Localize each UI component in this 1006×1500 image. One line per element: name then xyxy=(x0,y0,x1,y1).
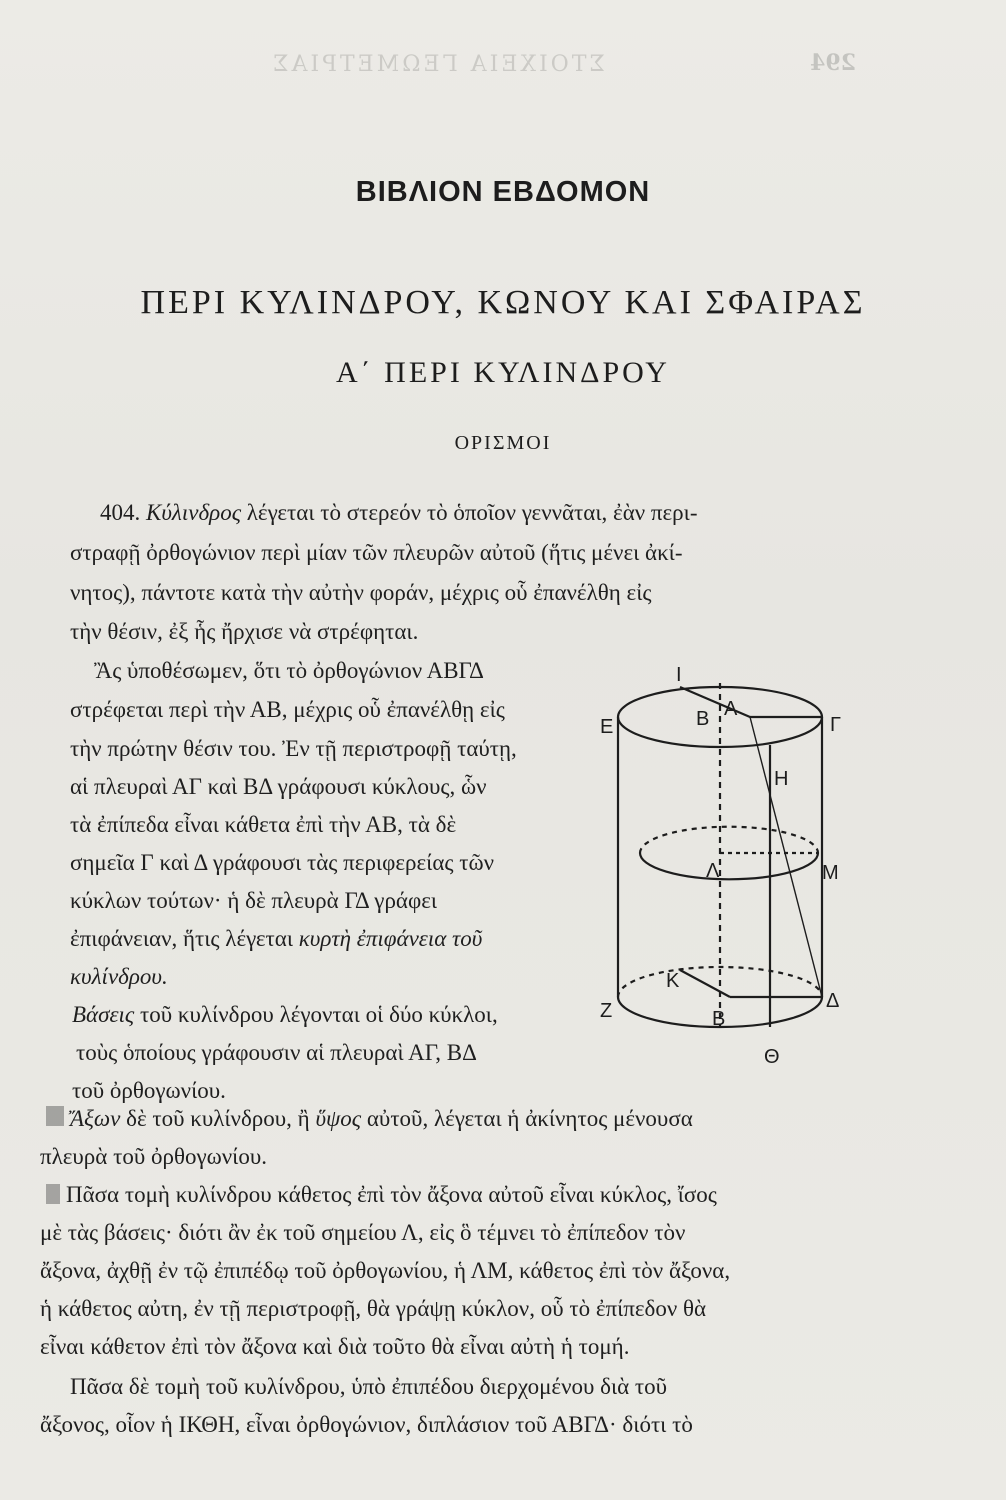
text-line: εἶναι κάθετον ἐπὶ τὸν ἄξονα καὶ διὰ τοῦτο θὰ εἶναι αὐτὴ ἡ τομή. xyxy=(40,1334,630,1359)
text-line: Ἂς ὑποθέσωμεν, ὅτι τὸ ὀρθογώνιον ΑΒΓΔ xyxy=(94,658,484,683)
text-line: κυλίνδρου. xyxy=(70,964,168,989)
text-line: ἐπιφάνειαν, ἥτις λέγεται κυρτὴ ἐπιφάνεια τοῦ xyxy=(70,926,483,951)
text-line: αἱ πλευραὶ ΑΓ καὶ ΒΔ γράφουσι κύκλους, ὧν xyxy=(70,774,487,799)
section-title: Α΄ ΠΕΡΙ ΚΥΛΙΝΔΡΟΥ xyxy=(336,356,670,389)
text-line: στραφῇ ὀρθογώνιον περὶ μίαν τῶν πλευρῶν αὐτοῦ (ἥτις μένει ἀκί- xyxy=(70,540,683,565)
label-Lambda: Λ xyxy=(706,860,720,882)
text-line: νητος), πάντοτε κατὰ τὴν αὐτὴν φοράν, μέχρις οὗ ἐπανέλθη εἰς xyxy=(70,580,652,605)
text-line: τὴν πρώτην θέσιν του. Ἐν τῇ περιστροφῇ ταύτῃ, xyxy=(70,736,517,761)
text-line: ἄξονα, ἀχθῇ ἐν τῷ ἐπιπέδῳ τοῦ ὀρθογωνίου, ἡ ΛΜ, κάθετος ἐπὶ τὸν ἄξονα, xyxy=(40,1258,731,1283)
text-line: σημεῖα Γ καὶ Δ γράφουσι τὰς περιφερείας τῶν xyxy=(70,850,495,875)
text-line: πλευρὰ τοῦ ὀρθογωνίου. xyxy=(40,1144,267,1169)
text-line: στρέφεται περὶ τὴν ΑΒ, μέχρις οὗ ἐπανέλθῃ εἰς xyxy=(70,697,505,722)
label-B: B xyxy=(712,1008,726,1030)
top-radius xyxy=(680,687,750,717)
label-E: E xyxy=(600,716,614,738)
scan-mark xyxy=(46,1106,64,1126)
text-line: Πᾶσα τομὴ κυλίνδρου κάθετος ἐπὶ τὸν ἄξονα αὐτοῦ εἶναι κύκλος, ἴσος xyxy=(66,1182,717,1207)
cylinder-figure xyxy=(600,655,860,1075)
label-K: K xyxy=(666,970,680,992)
show-through-header: ΣΤΟΙΧΕΙΑ ΓΕΩΜΕΤΡΙΑΣ xyxy=(270,52,606,77)
chapter-title: ΠΕΡΙ ΚΥΛΙΝΔΡΟΥ, ΚΩΝΟΥ ΚΑΙ ΣΦΑΙΡΑΣ xyxy=(140,284,866,321)
rect-diagonal xyxy=(750,717,822,997)
label-Z: Z xyxy=(600,1000,613,1022)
text-line: μὲ τὰς βάσεις· διότι ἂν ἐκ τοῦ σημείου Λ, εἰς ὃ τέμνει τὸ ἐπίπεδον τὸν xyxy=(40,1220,686,1245)
label-B-top: B xyxy=(696,708,710,730)
middle-section-back xyxy=(640,827,818,853)
label-Delta: Δ xyxy=(826,990,840,1012)
text-line: τοῦ ὀρθογωνίου. xyxy=(72,1078,226,1103)
label-Theta: Θ xyxy=(764,1046,780,1068)
text-line: Πᾶσα δὲ τομὴ τοῦ κυλίνδρου, ὑπὸ ἐπιπέδου διερχομένου διὰ τοῦ xyxy=(70,1374,668,1399)
label-I: I xyxy=(676,664,682,686)
text-line: τὰ ἐπίπεδα εἶναι κάθετα ἐπὶ τὴν ΑΒ, τὰ δὲ xyxy=(70,812,457,837)
label-A: A xyxy=(724,698,738,720)
label-M: M xyxy=(822,862,839,884)
text-line: ἡ κάθετος αὐτη, ἐν τῇ περιστροφῇ, θὰ γράψῃ κύκλον, οὗ τὸ ἐπίπεδον θὰ xyxy=(40,1296,707,1321)
subsection-title: ΟΡΙΣΜΟΙ xyxy=(454,432,552,454)
text-line: 404. Κύλινδρος λέγεται τὸ στερεόν τὸ ὁποῖον γεννᾶται, ἐὰν περι- xyxy=(100,500,698,525)
text-line: τὴν θέσιν, ἐξ ἧς ἤρχισε νὰ στρέφηται. xyxy=(70,619,419,644)
text-line: ἄξονος, οἷον ἡ ΙΚΘΗ, εἶναι ὀρθογώνιον, διπλάσιον τοῦ ΑΒΓΔ· διότι τὸ xyxy=(40,1412,693,1437)
label-H: H xyxy=(774,768,789,790)
text-line: τοὺς ὁποίους γράφουσιν αἱ πλευραὶ ΑΓ, ΒΔ xyxy=(76,1040,477,1065)
book-title: ΒΙΒΛΙΟΝ ΕΒΔΟΜΟΝ xyxy=(355,176,651,208)
show-through-page-number: 294 xyxy=(810,50,856,76)
bottom-radius xyxy=(680,970,730,997)
scan-mark xyxy=(46,1184,60,1204)
label-Gamma: Γ xyxy=(830,714,842,736)
text-line: κύκλων τούτων· ἡ δὲ πλευρὰ ΓΔ γράφει xyxy=(70,888,438,913)
text-line: Ἄξων δὲ τοῦ κυλίνδρου, ἢ ὕψος αὐτοῦ, λέγεται ἡ ἀκίνητος μένουσα xyxy=(70,1106,693,1131)
text-line: Βάσεις τοῦ κυλίνδρου λέγονται οἱ δύο κύκλοι, xyxy=(72,1002,498,1027)
